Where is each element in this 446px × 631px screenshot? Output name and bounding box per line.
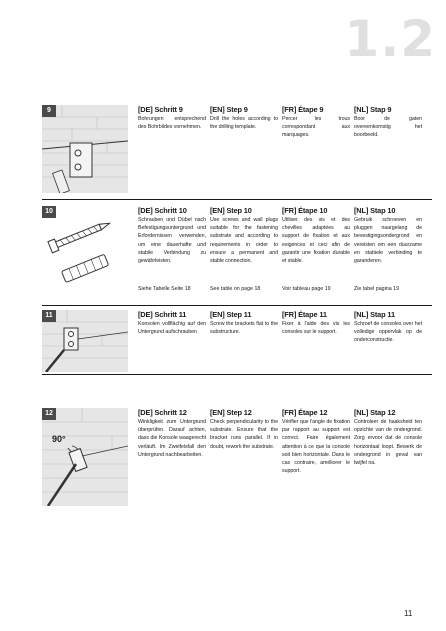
section-number: 1.2 (344, 10, 436, 68)
step-12-nl-title: [NL] Stap 12 (354, 408, 396, 417)
step-12-fr-title: [FR] Étape 12 (282, 408, 328, 417)
step-10-en-text: Use screws and wall plugs suitable for the fastening substrate and according to requirements in order to ensure a permanent and stable connection. (210, 217, 278, 265)
step-9-nl-title: [NL] Stap 9 (354, 105, 392, 114)
step-10-de-note: Siehe Tabelle Seite 18 (138, 286, 191, 292)
step-10-fr-text: Utiliser des vis et des chevilles adaptées au support de fixation et aux exigences et ceci afin de garantir une fixation durable et stable. (282, 217, 350, 265)
step-11-fr-text: Fixer à l'aide des vis les consoles sur le support. (282, 321, 350, 336)
step-12-illustration (42, 408, 128, 506)
step-10-en-note: See table on page 18 (210, 286, 261, 292)
step-12-badge: 12 (42, 408, 56, 420)
divider (42, 374, 432, 375)
step-10-nl-title: [NL] Stap 10 (354, 206, 396, 215)
step-11-nl-title: [NL] Stap 11 (354, 310, 395, 319)
step-12-fr-text: Vérifier que l'angle de fixation par rapport au support est correct. Faire également attention à ce que la console soit bien horizontale. Dans le cas contraire, améliorer le support. (282, 419, 350, 475)
step-10-de-text: Schrauben und Dübel nach Befestigungsuntergrund und Erfordernissen verwenden, um eine dauerhafte und stabile Verbindung zu gewährleisten. (138, 217, 206, 265)
step-9-de-title: [DE] Schritt 9 (138, 105, 183, 114)
step-11-de-title: [DE] Schritt 11 (138, 310, 187, 319)
step-10-badge: 10 (42, 206, 56, 218)
step-9-illustration (42, 105, 128, 193)
step-9-nl-text: Boor de gaten overeenkomstig het boorbeeld. (354, 116, 422, 139)
step-9-fr-text: Percer les trous correspondant aux marquages. (282, 116, 350, 139)
step-9-en-title: [EN] Step 9 (210, 105, 248, 114)
step-9-en-text: Drill the holes according to the drilling template. (210, 116, 278, 131)
step-9-fr-title: [FR] Étape 9 (282, 105, 324, 114)
step-10 (42, 206, 432, 298)
step-12-de-text: Winkligkeit zum Untergrund überprüfen. Darauf achten, dass die Konsole waagerecht verläuft. Im Zweifelsfall den Untergrund nachbearbeiten. (138, 419, 206, 458)
step-11-fr-title: [FR] Étape 11 (282, 310, 327, 319)
step-10-fr-note: Voir tableau page 19 (282, 286, 331, 292)
step-12-en-title: [EN] Step 12 (210, 408, 252, 417)
step-11-en-title: [EN] Step 11 (210, 310, 252, 319)
step-11-badge: 11 (42, 310, 56, 322)
step-9 (42, 105, 432, 197)
page-number: 11 (404, 609, 413, 618)
angle-label: 90° (52, 434, 66, 444)
step-12-en-text: Check perpendicularity to the substrate. Ensure that the bracket runs parallel. If in doubt, rework the substrate. (210, 419, 278, 450)
step-12-de-title: [DE] Schritt 12 (138, 408, 187, 417)
bracket-mounting-icon (42, 105, 128, 193)
step-10-fr-title: [FR] Étape 10 (282, 206, 328, 215)
step-11 (42, 310, 432, 372)
step-10-illustration (42, 206, 128, 296)
divider (42, 305, 432, 306)
step-10-nl-text: Gebruik schroeven en pluggen naargelang de bevestigingsondergrond en vereisten om een duurzame en stabiele verbinding te garanderen. (354, 217, 422, 265)
step-11-de-text: Konsolen vollflächig auf den Untergrund aufschrauben (138, 321, 206, 336)
step-10-en-title: [EN] Step 10 (210, 206, 252, 215)
step-11-nl-text: Schroef de consoles over het volledige oppervlak op de onderconstructie. (354, 321, 422, 344)
step-10-de-title: [DE] Schritt 10 (138, 206, 187, 215)
step-12 (42, 408, 432, 506)
step-11-en-text: Screw the brackets flat to the substructure. (210, 321, 278, 336)
step-12-nl-text: Controleer de haaksheid ten opzichte van de ondergrond. Zorg ervoor dat de console horizontaal loopt. Bewerk de ondergrond in geval van twijfel na. (354, 419, 422, 467)
step-11-illustration (42, 310, 128, 372)
step-9-badge: 9 (42, 105, 56, 117)
right-angle-check-icon (42, 408, 128, 506)
divider (42, 199, 432, 200)
step-10-nl-note: Zie tabel pagina 19 (354, 286, 400, 292)
step-9-de-text: Bohrungen entsprechend des Bohrbildes vornehmen. (138, 116, 206, 131)
screw-and-wall-plug-icon (42, 206, 128, 296)
